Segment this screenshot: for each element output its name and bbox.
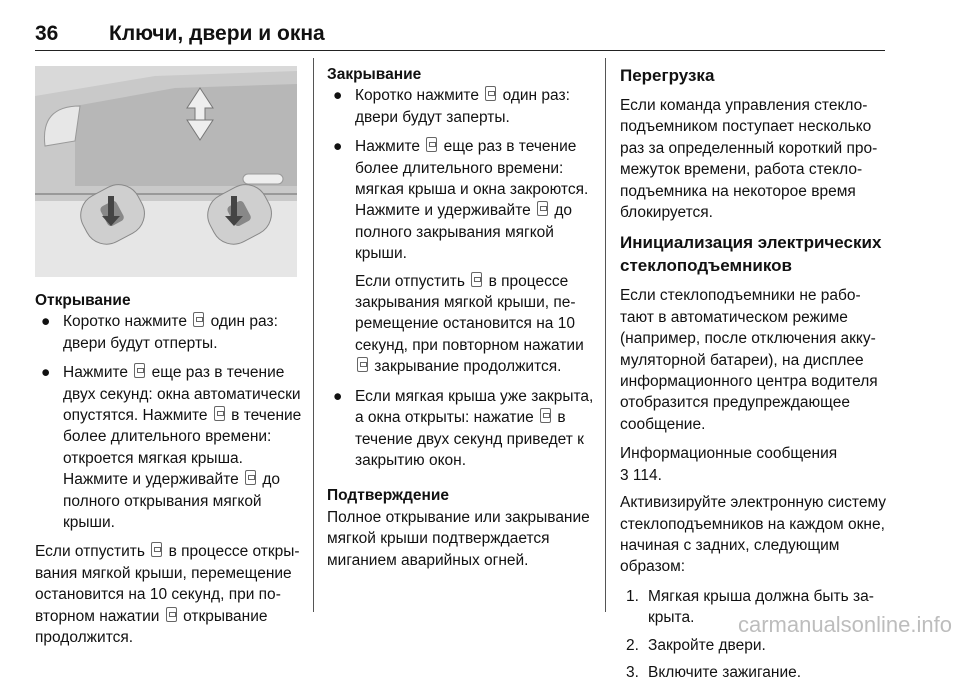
key-icon	[214, 406, 225, 421]
page-header	[35, 22, 885, 52]
car-window-key-illustration	[35, 66, 297, 277]
page-number: 36	[35, 22, 59, 45]
section-title: Ключи, двери и окна	[109, 22, 325, 45]
key-icon	[537, 201, 548, 216]
middle-column	[327, 64, 595, 579]
key-icon	[540, 408, 551, 423]
info-reference: Информационные сообщения 3 114.	[620, 445, 838, 484]
key-icon	[426, 137, 437, 152]
key-icon	[151, 542, 162, 557]
overload-text: Если команда управления стеклоподъемником поступает несколько раз за определенный короткий промежуток времени, работа стеклоподъемника на некоторое время блокируется.	[620, 97, 878, 222]
opening-paragraph: Если отпустить в процессе открывания мягкой крыши, перемещение остановится на 10 секунд, при повторном нажатии открывание продолжится.	[35, 543, 300, 647]
opening-heading: Открывание	[35, 292, 131, 309]
illustration-svg	[35, 66, 297, 277]
closing-heading: Закрывание	[327, 66, 422, 83]
list-item: ● Если мягкая крыша уже закрыта, а окна открыты: нажатие в течение двух секунд приведет к закрытию окон.	[333, 387, 594, 469]
right-column	[620, 64, 888, 689]
key-icon	[471, 272, 482, 287]
opening-bullets	[35, 311, 305, 533]
list-item: ● Нажмите еще раз в течение более длительного времени: мягкая крыша и окна закроются. Нажмите и удерживайте до полного закрывания мягкой крыши. Если отпустить в процессе закрывания мягкой крыши, перемещение остановится на 10 секунд, при повторном нажатии закрывание продолжится.	[327, 136, 595, 377]
closing-bullets	[327, 85, 595, 471]
watermark: carmanualsonline.info	[737, 612, 952, 637]
key-icon	[245, 470, 256, 485]
init-text: Если стеклоподъемники не работают в автоматическом режиме (например, после отключения аккумуляторной батареи), на дисплее информационного центра водителя отобразится предупреждающее сообщение.	[620, 287, 878, 433]
column-divider-2	[605, 58, 606, 612]
list-item: ● Коротко нажмите один раз: двери будут заперты.	[333, 87, 570, 126]
key-icon	[134, 363, 145, 378]
column-divider-1	[313, 58, 314, 612]
confirm-text: Полное открывание или закрывание мягкой крыши подтверждается миганием аварийных огней.	[327, 508, 590, 569]
key-icon	[193, 312, 204, 327]
key-icon	[357, 357, 368, 372]
closing-sub-paragraph: Если отпустить в процессе закрывания мягкой крыши, перемещение остановится на 10 секунд, при повторном нажатии закрывание продолжится.	[355, 272, 584, 376]
activate-text: Активизируйте электронную систему стеклоподъемников на каждом окне, начиная с задних, следующим образом:	[620, 494, 887, 576]
init-heading: Инициализация электрических стеклоподъемников	[620, 233, 882, 276]
confirm-heading: Подтверждение	[327, 487, 450, 505]
list-item: ● Нажмите еще раз в течение двух секунд: окна автоматически опустятся. Нажмите в течение более длительного времени: откроется мягкая крыша. Нажмите и удерживайте до полного открывания мягкой крыши.	[41, 364, 302, 532]
list-item: 3. Включите зажигание.	[626, 663, 802, 681]
header-rule	[35, 50, 885, 51]
overload-heading: Перегрузка	[620, 66, 715, 85]
key-icon	[485, 86, 496, 101]
list-item: 2. Закройте двери.	[626, 636, 766, 654]
key-icon	[166, 607, 177, 622]
left-column	[35, 290, 305, 657]
list-item: ● Коротко нажмите один раз: двери будут отперты.	[41, 313, 278, 352]
page-reference: 3 114.	[620, 466, 662, 484]
list-item: 1. Мягкая крыша должна быть закрыта.	[626, 587, 874, 627]
